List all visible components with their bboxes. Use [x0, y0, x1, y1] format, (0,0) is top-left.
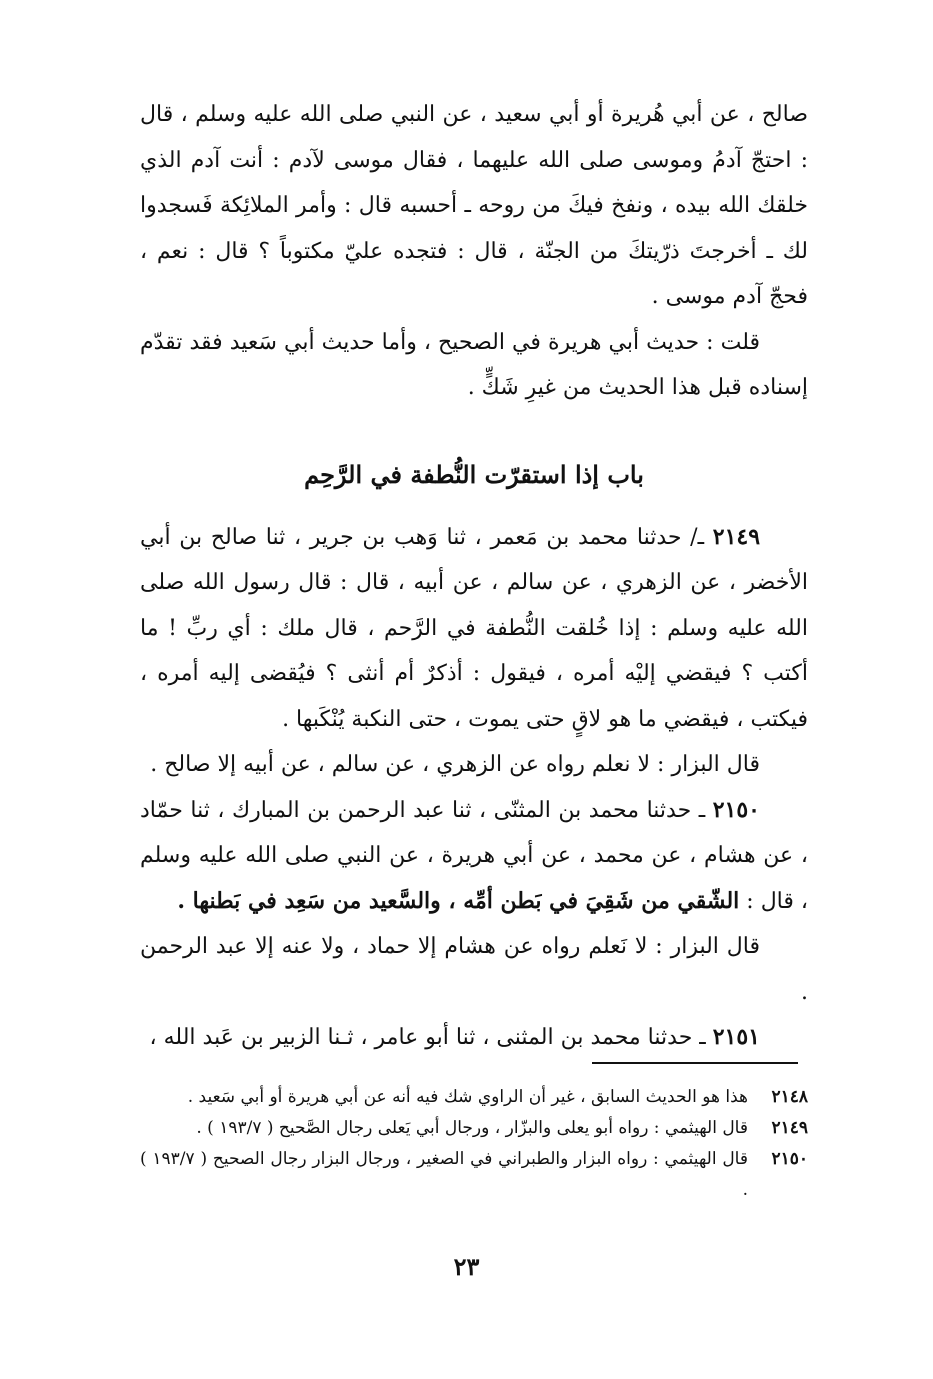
footnote-text: قال الهيثمي : رواه البزار والطبراني في الصغير ، ورجال البزار رجال الصحيح ( ١٩٣/٧ ) .	[140, 1149, 748, 1200]
footnote-number: ٢١٤٨	[771, 1087, 808, 1107]
hadith-2150	[140, 788, 808, 925]
hadith-text: ـ حدثنا محمد بن المثنى ، ثنا أبو عامر ، ثـنا الزبير بن عَبد الله ،	[149, 1025, 706, 1050]
hadith-matn: الشّقي من شَقِيَ في بَطن أمِّه ، والسَّعيد من سَعِد في بَطنها .	[177, 887, 740, 914]
footnote-item	[140, 1144, 808, 1206]
hadith-number: ٢١٥١	[712, 1024, 760, 1050]
footnote-text: قال الهيثمي : رواه أبو يعلى والبزّار ، ورجال أبي يَعلى رجال الصَّحيح ( ١٩٣/٧ ) .	[196, 1118, 748, 1138]
hadith-number: ٢١٥٠	[712, 796, 760, 823]
footnote-number: ٢١٥٠	[771, 1149, 808, 1169]
hadith-text: ـ حدثنا محمد بن المثنّى ، ثنا عبد الرحمن بن المبارك ، ثنا حمّاد ، عن هشام ، عن محمد ، عن أبي هريرة ، عن النبي صلى الله عليه وسلم ، قال :	[140, 797, 808, 914]
footnote-divider	[592, 1062, 798, 1064]
footnote-text: هذا هو الحديث السابق ، غير أن الراوي شك فيه أنه عن أبي هريرة أو أبي سَعيد .	[187, 1087, 748, 1107]
bazzar-comment: قال البزار : لا نَعلم رواه عن هشام إلا حماد ، ولا عنه إلا عبد الرحمن .	[140, 934, 808, 1005]
page-number: ٢٣	[453, 1252, 480, 1281]
hadith-2151	[140, 1015, 808, 1061]
hadith-2149	[140, 515, 808, 743]
hadith-number: ٢١٤٩	[712, 523, 761, 550]
footnote-item	[140, 1113, 808, 1144]
paragraph-continuation: صالح ، عن أبي هُريرة أو أبي سعيد ، عن النبي صلى الله عليه وسلم ، قال : احتجّ آدمُ وموسى صلى الله عليهما ، فقال موسى لآدم : أنت آدم الذي خلقك الله بيده ، ونفخ فيكَ من روحه ـ أحسبه قال : وأمر الملائِكة فَسجدوا لك ـ أخرجتَ ذرّيتكَ من الجنّة ، قال : فتجده عليّ مكتوباً ؟ قال : نعم ، فحجّ آدم موسى .	[140, 102, 808, 309]
footnotes	[140, 1082, 808, 1206]
chapter-heading: باب إذا استقرّت النُّطفة في الرَّحِم	[304, 459, 644, 489]
bazzar-comment: قال البزار : لا نعلم رواه عن الزهري ، عن سالم ، عن أبيه إلا صالح .	[150, 752, 760, 777]
page-body	[140, 92, 808, 1061]
footnote-item	[140, 1082, 808, 1113]
paragraph-note: قلت : حديث أبي هريرة في الصحيح ، وأما حديث أبي سَعيد فقد تقدّم إسناده قبل هذا الحديث من غيرِ شَكٍّ .	[140, 329, 808, 400]
footnote-number: ٢١٤٩	[771, 1118, 808, 1138]
hadith-text: ـ/ حدثنا محمد بن مَعمر ، ثنا وَهب بن جرير ، ثنا صالح بن أبي الأخضر ، عن الزهري ، عن سالم ، عن أبيه ، قال : قال رسول الله صلى الله عليه وسلم : إذا خُلقت النُّطفة في الرَّحم ، قال ملك : أي ربِّ ! ما أكتب ؟ فيقضي إليْه أمره ، فيقول : أذكرٌ أم أنثى ؟ فيُقضى إليه أمره ، فيكتب ، فيقضي ما هو لاقٍ حتى يموت ، حتى النكبة يُنْكَبها .	[140, 524, 808, 732]
